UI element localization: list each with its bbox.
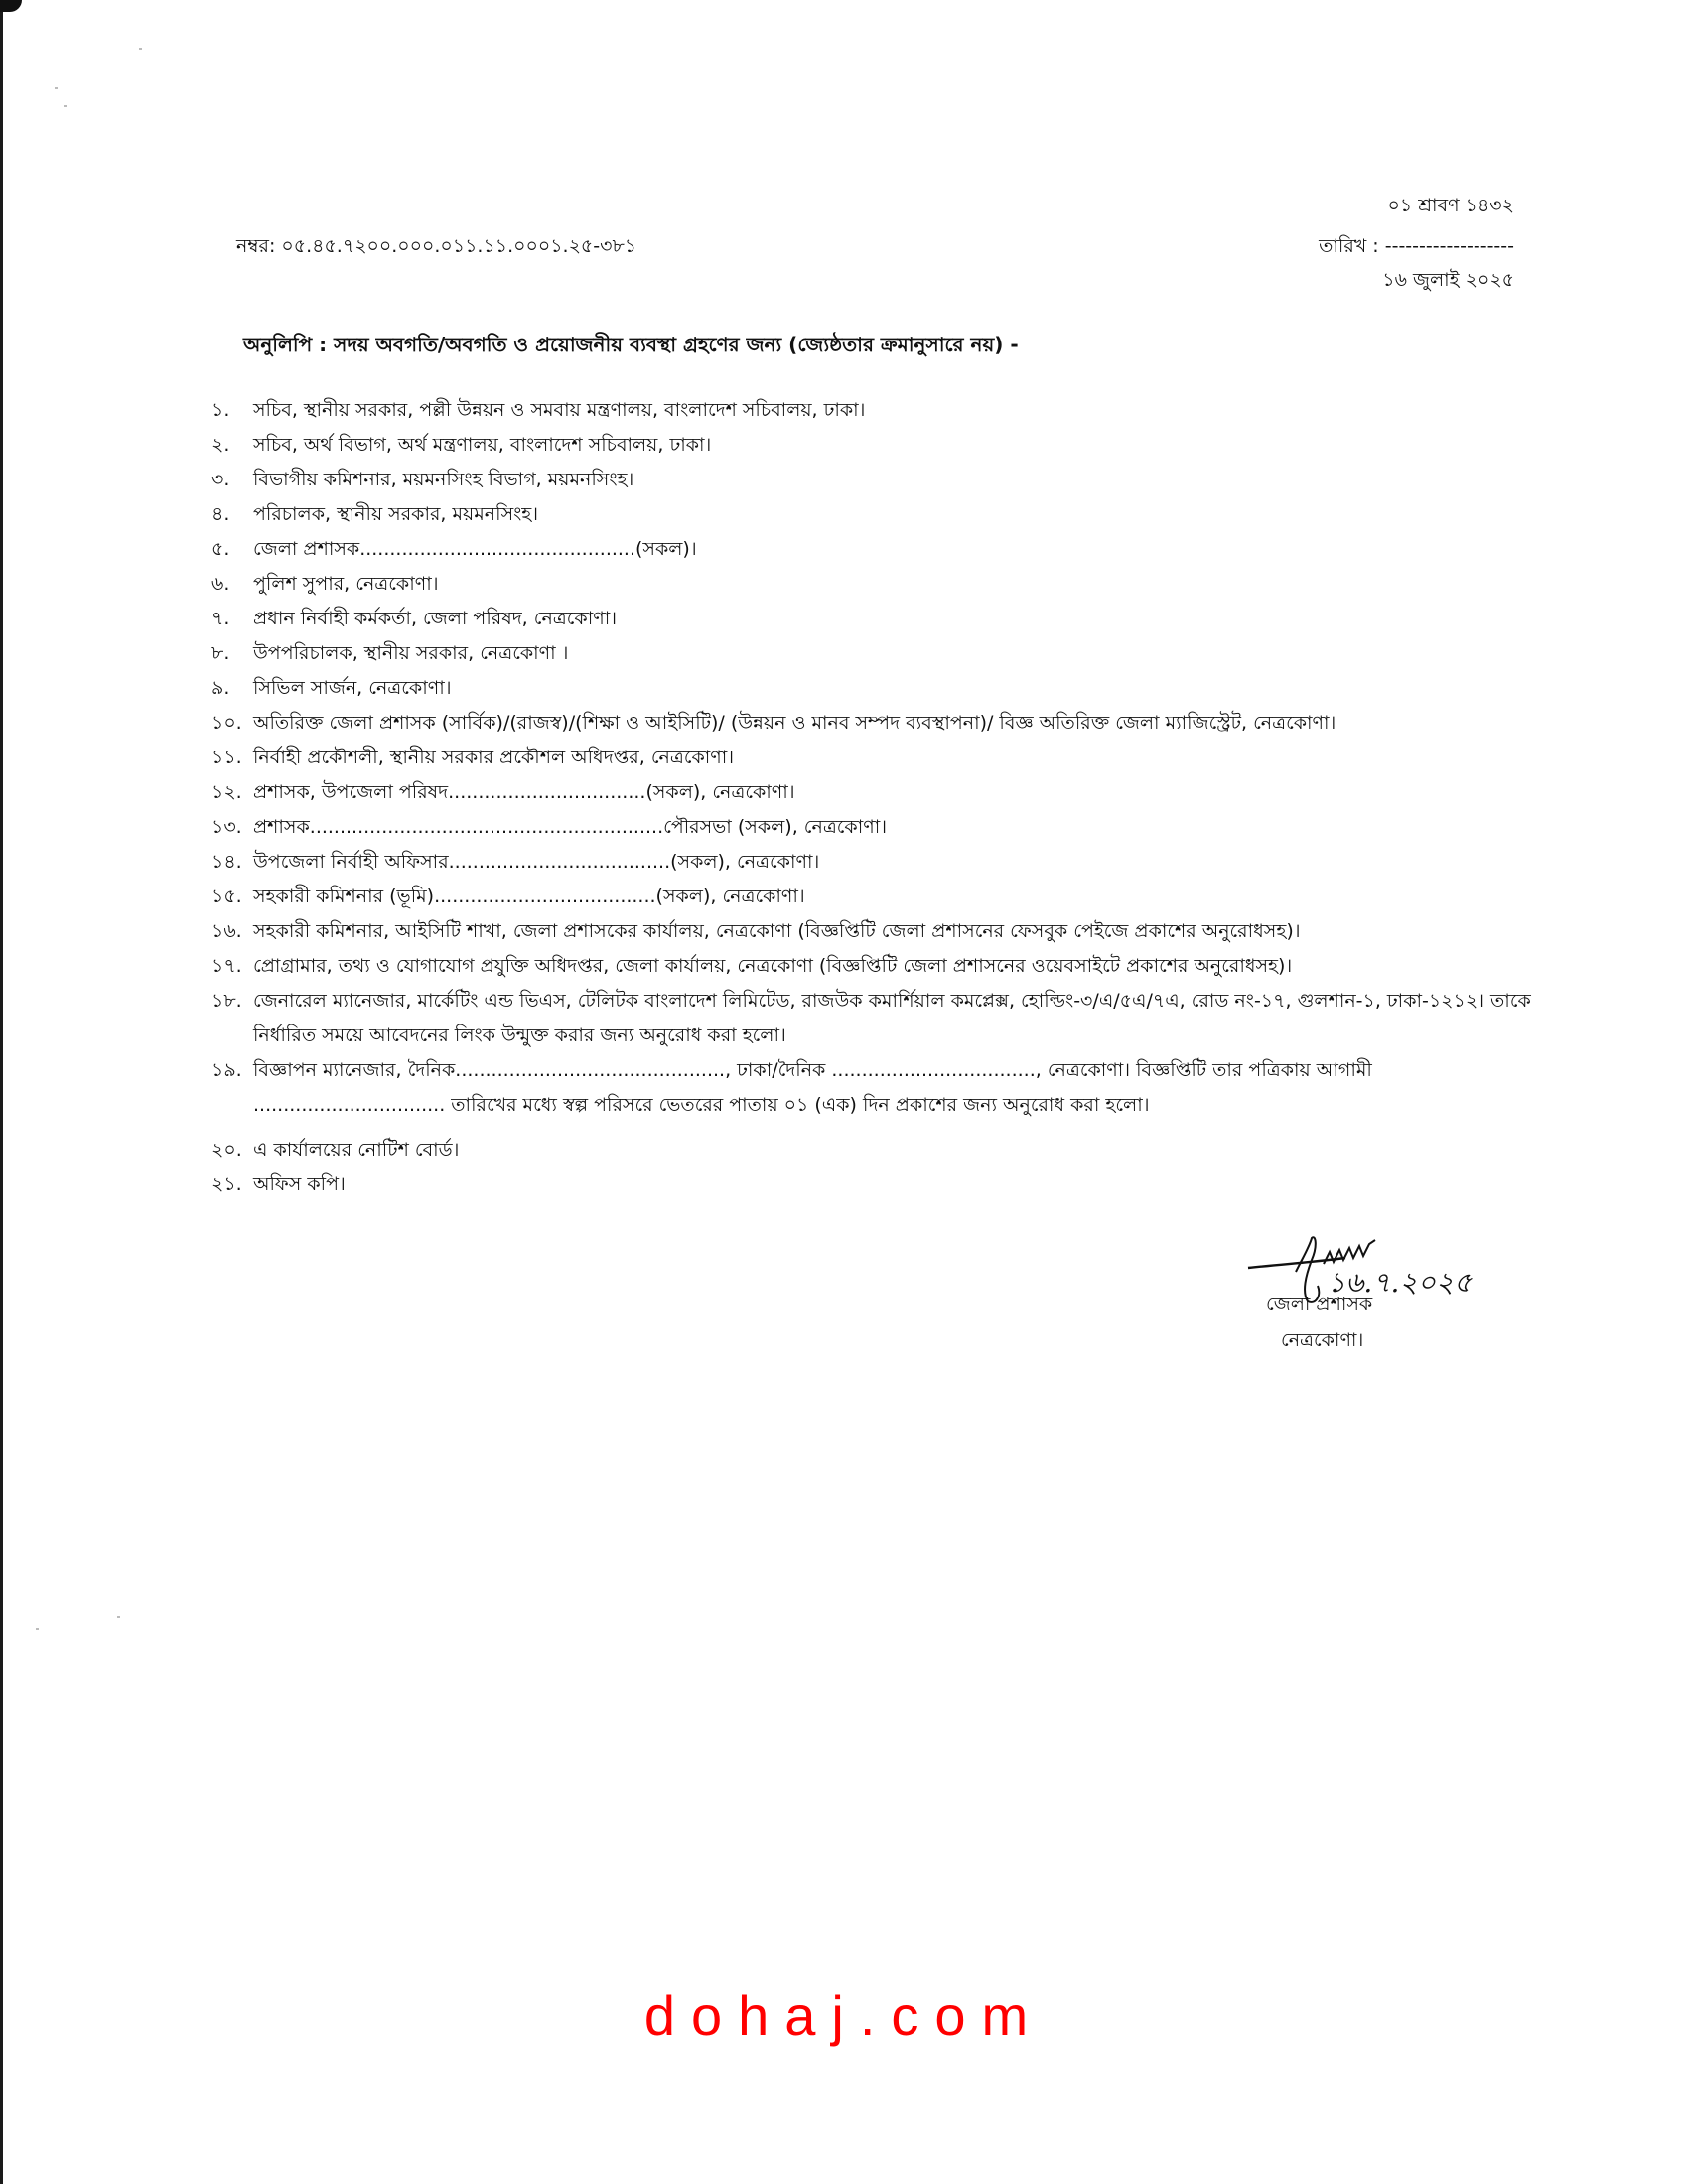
item-number: ১৭. <box>211 955 242 977</box>
english-date: ১৬ জুলাই ২০২৫ <box>1382 269 1514 291</box>
item-text: বিজ্ঞাপন ম্যানেজার, দৈনিক............................................., ঢাকা/দৈনিক .................................., নেত্রকোণা। বিজ্ঞপ্তিটি তার পত্রিকায় আগামী ................................ তারিখের মধ্যে স্বল্প পরিসরে ভেতরের পাতায় ০১ (এক) দিন প্রকাশের জন্য অনুরোধ করা হলো। <box>253 1059 1372 1116</box>
list-item <box>211 845 1547 880</box>
item-text: প্রোগ্রামার, তথ্য ও যোগাযোগ প্রযুক্তি অধিদপ্তর, জেলা কার্যালয়, নেত্রকোণা (বিজ্ঞপ্তিটি জেলা প্রশাসনের ওয়েবসাইটে প্রকাশের অনুরোধসহ)। <box>253 955 1293 977</box>
list-item <box>211 497 1547 532</box>
scan-corner-mark <box>0 0 22 12</box>
item-text: সচিব, স্থানীয় সরকার, পল্লী উন্নয়ন ও সমবায় মন্ত্রণালয়, বাংলাদেশ সচিবালয়, ঢাকা। <box>253 399 866 421</box>
scan-speck <box>36 1628 39 1630</box>
scan-speck <box>64 105 67 107</box>
item-number: ১০. <box>211 712 242 734</box>
list-item <box>211 567 1547 602</box>
watermark: dohaj.com <box>643 1984 1045 2047</box>
item-number: ১৫. <box>211 886 242 907</box>
item-text: উপজেলা নির্বাহী অফিসার.....................................(সকল), নেত্রকোণা। <box>253 851 820 873</box>
scan-edge <box>0 0 3 2184</box>
item-text: জেলা প্রশাসক..............................................(সকল)। <box>253 538 697 560</box>
list-item <box>211 1167 1547 1202</box>
list-item <box>211 1053 1547 1123</box>
list-item <box>211 463 1547 497</box>
memo-number: নম্বর: ০৫.৪৫.৭২০০.০০০.০১১.১১.০০০১.২৫-৩৮১ <box>236 235 637 257</box>
scan-speck <box>139 48 142 50</box>
list-item <box>211 775 1547 810</box>
item-text: উপপরিচালক, স্থানীয় সরকার, নেত্রকোণা । <box>253 642 569 664</box>
list-item <box>211 706 1547 741</box>
list-item <box>211 428 1547 463</box>
list-item <box>211 636 1547 671</box>
item-text: বিভাগীয় কমিশনার, ময়মনসিংহ বিভাগ, ময়মনসিংহ। <box>253 469 634 490</box>
date-label: তারিখ : ------------------- <box>1319 235 1514 257</box>
item-text: সচিব, অর্থ বিভাগ, অর্থ মন্ত্রণালয়, বাংলাদেশ সচিবালয়, ঢাকা। <box>253 434 712 456</box>
item-number: ২. <box>211 434 230 456</box>
item-number: ৫. <box>211 538 230 560</box>
list-item <box>211 949 1547 984</box>
signature-date: ১৬.৭.২০২৫ <box>1328 1266 1473 1298</box>
list-item <box>211 810 1547 845</box>
signatory-title: জেলা প্রশাসক <box>1266 1294 1373 1315</box>
list-item <box>211 984 1547 1053</box>
scan-speck <box>117 1616 120 1618</box>
cc-heading: অনুলিপি : সদয় অবগতি/অবগতি ও প্রয়োজনীয় ব্যবস্থা গ্রহণের জন্য (জ্যেষ্ঠতার ক্রমানুসারে নয়) - <box>243 333 1019 356</box>
bangla-date: ০১ শ্রাবণ ১৪৩২ <box>1387 195 1514 216</box>
item-number: ১৬. <box>211 920 242 942</box>
list-item <box>211 741 1547 775</box>
item-text: অফিস কপি। <box>253 1173 346 1195</box>
item-text: প্রশাসক...........................................................পৌরসভা (সকল), নেত্রকোণা। <box>253 816 888 838</box>
item-number: ১১. <box>211 747 242 768</box>
list-item <box>211 393 1547 428</box>
list-item <box>211 914 1547 949</box>
item-number: ১৯. <box>211 1059 242 1081</box>
item-text: প্রশাসক, উপজেলা পরিষদ.................................(সকল), নেত্রকোণা। <box>253 781 795 803</box>
list-item <box>211 1133 1547 1167</box>
item-number: ৯. <box>211 677 230 699</box>
item-number: ২০. <box>211 1139 242 1160</box>
item-number: ১. <box>211 399 230 421</box>
item-text: প্রধান নির্বাহী কর্মকর্তা, জেলা পরিষদ, নেত্রকোণা। <box>253 608 617 629</box>
item-text: সহকারী কমিশনার (ভূমি).....................................(সকল), নেত্রকোণা। <box>253 886 805 907</box>
cc-list <box>211 393 1547 1202</box>
item-number: ১২. <box>211 781 242 803</box>
item-text: সিভিল সার্জন, নেত্রকোণা। <box>253 677 452 699</box>
item-number: ১৩. <box>211 816 242 838</box>
list-item <box>211 602 1547 636</box>
item-number: ৬. <box>211 573 230 595</box>
item-text: অতিরিক্ত জেলা প্রশাসক (সার্বিক)/(রাজস্ব)/(শিক্ষা ও আইসিটি)/ (উন্নয়ন ও মানব সম্পদ ব্যবস্থাপনা)/ বিজ্ঞ অতিরিক্ত জেলা ম্যাজিস্ট্রেট, নেত্রকোণা। <box>253 712 1336 734</box>
item-text: পুলিশ সুপার, নেত্রকোণা। <box>253 573 439 595</box>
signatory-place: নেত্রকোণা। <box>1281 1329 1364 1351</box>
item-number: ১৪. <box>211 851 242 873</box>
item-text: পরিচালক, স্থানীয় সরকার, ময়মনসিংহ। <box>253 503 539 525</box>
item-number: ২১. <box>211 1173 242 1195</box>
item-number: ৮. <box>211 642 230 664</box>
list-item <box>211 671 1547 706</box>
item-number: ৩. <box>211 469 230 490</box>
item-text: জেনারেল ম্যানেজার, মার্কেটিং এন্ড ভিএস, টেলিটক বাংলাদেশ লিমিটেড, রাজউক কমার্শিয়াল কমপ্লেক্স, হোল্ডিং-৩/এ/৫এ/৭এ, রোড নং-১৭, গুলশান-১, ঢাকা-১২১২। তাকে নির্ধারিত সময়ে আবেদনের লিংক উন্মুক্ত করার জন্য অনুরোধ করা হলো। <box>253 990 1531 1046</box>
list-item <box>211 532 1547 567</box>
item-number: ১৮. <box>211 990 242 1012</box>
item-text: নির্বাহী প্রকৌশলী, স্থানীয় সরকার প্রকৌশল অধিদপ্তর, নেত্রকোণা। <box>253 747 735 768</box>
list-item <box>211 880 1547 914</box>
item-text: সহকারী কমিশনার, আইসিটি শাখা, জেলা প্রশাসকের কার্যালয়, নেত্রকোণা (বিজ্ঞপ্তিটি জেলা প্রশাসনের ফেসবুক পেইজে প্রকাশের অনুরোধসহ)। <box>253 920 1301 942</box>
item-text: এ কার্যালয়ের নোটিশ বোর্ড। <box>253 1139 460 1160</box>
item-number: ৪. <box>211 503 230 525</box>
scan-speck <box>55 87 58 89</box>
item-number: ৭. <box>211 608 230 629</box>
